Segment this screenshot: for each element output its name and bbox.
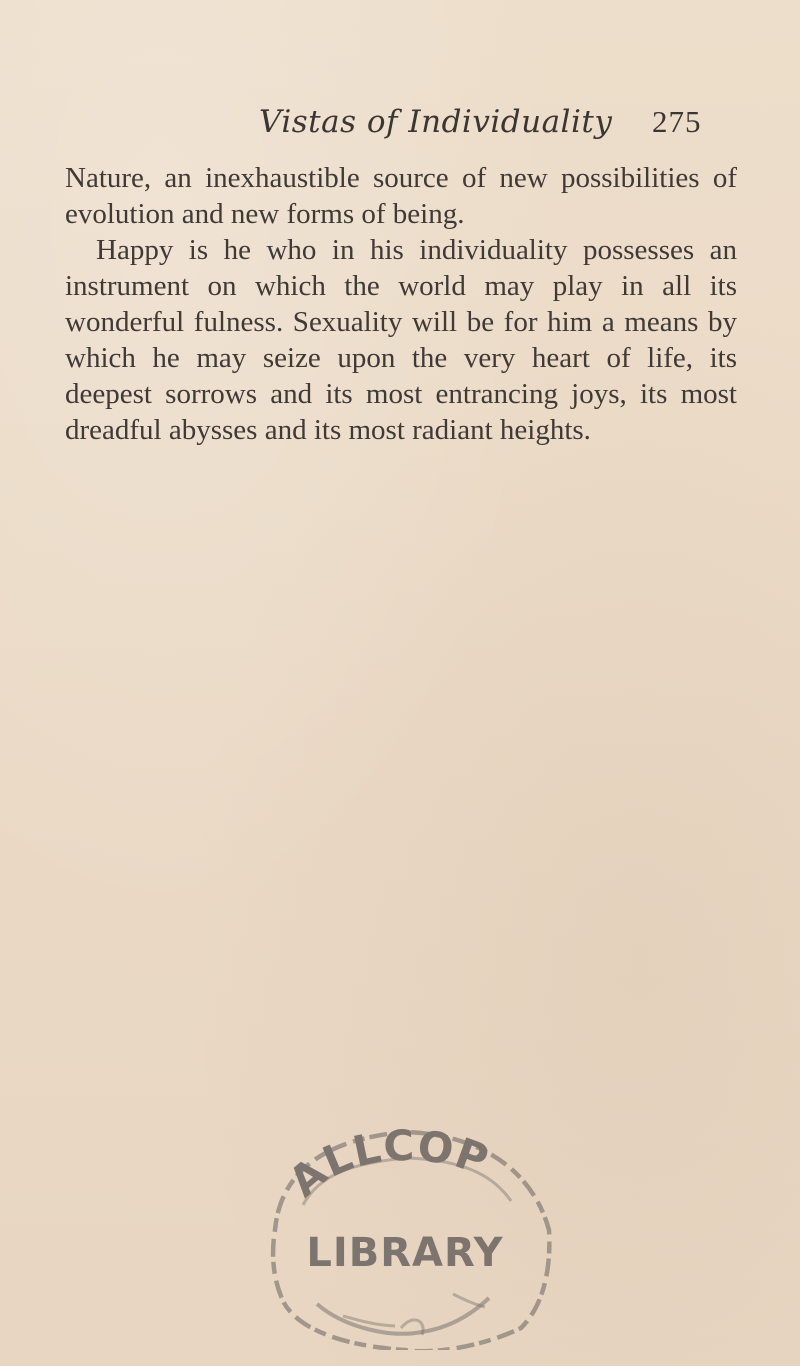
running-head [0,104,800,144]
body-text [65,160,737,448]
paragraph-1: Nature, an inexhaustible source of new possibilities of evolution and new forms of being. [65,162,737,230]
svg-text:ALLCOP [279,1121,495,1207]
page-number: 275 [652,104,702,139]
stamp-center-text: LIBRARY [306,1230,504,1276]
paragraph-2: Happy is he who in his individuality possesses an instrument on which the world may play in all its wonderful fulness. Sexuality will be for him a means by which he may seize upon the very heart of life, its deepest sorrows and its most entrancing joys, its most dreadful abysses and its most radiant heights. [65,234,737,446]
running-title: Vistas of Individuality [259,104,613,140]
library-stamp [225,1080,585,1350]
library-stamp-icon [225,1080,585,1350]
stamp-top-text: ALLCOP [279,1120,496,1207]
